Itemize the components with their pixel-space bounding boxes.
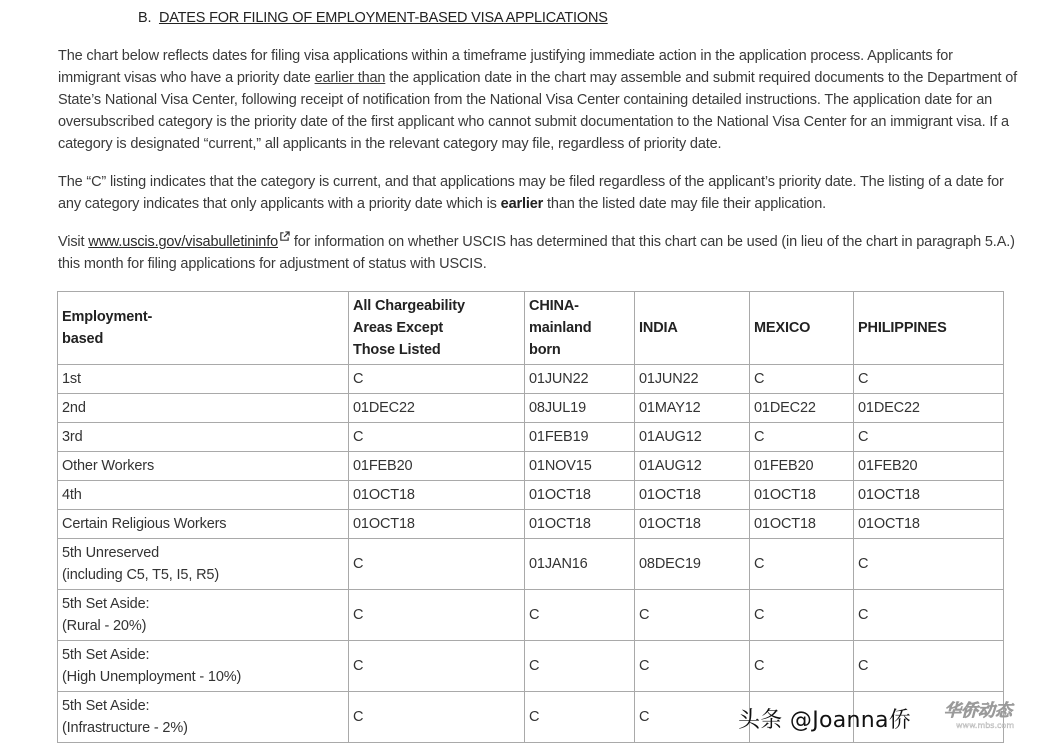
table-header-text: based — [62, 331, 104, 347]
date-cell: 01JAN16 — [525, 539, 635, 590]
date-cell: 01FEB19 — [525, 423, 635, 452]
visa-dates-table — [57, 291, 1004, 743]
category-cell — [58, 692, 349, 743]
category-text: (including C5, T5, I5, R5) — [62, 567, 220, 583]
date-cell: 01NOV15 — [525, 452, 635, 481]
date-cell: 01DEC22 — [349, 394, 525, 423]
category-text: 5th Set Aside: — [62, 596, 150, 612]
table-row — [58, 481, 1004, 510]
date-cell: 01OCT18 — [349, 510, 525, 539]
category-text: (High Unemployment - 10%) — [62, 669, 242, 685]
date-cell: C — [349, 423, 525, 452]
category-cell — [58, 590, 349, 641]
table-row — [58, 590, 1004, 641]
external-link-icon[interactable] — [279, 231, 290, 242]
category-text: Certain Religious Workers — [62, 516, 227, 532]
category-text: (Rural - 20%) — [62, 618, 147, 634]
table-header-text: Those Listed — [353, 342, 441, 358]
current-listing-paragraph — [58, 171, 1018, 215]
date-cell: 08DEC19 — [635, 539, 750, 590]
date-cell: C — [349, 641, 525, 692]
date-cell: 01FEB20 — [349, 452, 525, 481]
current-listing-part2: than the listed date may file their application. — [543, 196, 826, 212]
table-header-cell — [635, 292, 750, 365]
table-row — [58, 539, 1004, 590]
date-cell: 01DEC22 — [854, 394, 1004, 423]
section-heading-prefix: B. — [138, 10, 159, 26]
table-header-row — [58, 292, 1004, 365]
date-cell: C — [349, 692, 525, 743]
table-header-text: born — [529, 342, 561, 358]
date-cell: C — [349, 539, 525, 590]
table-header-text: PHILIPPINES — [858, 320, 947, 336]
table-header-cell — [750, 292, 854, 365]
current-listing-part1: The “C” listing indicates that the category is current, and that applications may be filed regardless of the applicant’s priority date. The listing of a date for any category indicates that only applicants with a priority date which is — [58, 174, 1004, 212]
date-cell: C — [750, 590, 854, 641]
current-listing-bold: earlier — [500, 196, 544, 212]
date-cell: C — [750, 365, 854, 394]
table-header-text: Employment- — [62, 309, 153, 325]
category-text: 4th — [62, 487, 82, 503]
table-header-text: INDIA — [639, 320, 678, 336]
date-cell: 01OCT18 — [525, 510, 635, 539]
uscis-paragraph-prefix: Visit — [58, 234, 89, 250]
date-cell: C — [349, 590, 525, 641]
date-cell: 01AUG12 — [635, 423, 750, 452]
date-cell: 01AUG12 — [635, 452, 750, 481]
date-cell: 01OCT18 — [349, 481, 525, 510]
category-text: 3rd — [62, 429, 83, 445]
date-cell: C — [635, 692, 750, 743]
category-text: 5th Unreserved — [62, 545, 160, 561]
category-cell — [58, 423, 349, 452]
category-cell — [58, 452, 349, 481]
table-header-cell — [349, 292, 525, 365]
watermark-text: 头条 @Joanna侨 — [738, 708, 912, 733]
date-cell: 01JUN22 — [635, 365, 750, 394]
table-body — [58, 365, 1004, 743]
section-heading-title: DATES FOR FILING OF EMPLOYMENT-BASED VISA APPLICATIONS — [158, 10, 608, 26]
table-header-cell — [854, 292, 1004, 365]
date-cell: C — [349, 365, 525, 394]
date-cell: C — [854, 365, 1004, 394]
date-cell: 01OCT18 — [750, 510, 854, 539]
table-header-text: Areas Except — [353, 320, 444, 336]
date-cell: 01OCT18 — [635, 510, 750, 539]
category-text: 1st — [62, 371, 81, 387]
table-row — [58, 452, 1004, 481]
table-row — [58, 423, 1004, 452]
date-cell: 01FEB20 — [750, 452, 854, 481]
category-text: (Infrastructure - 2%) — [62, 720, 188, 736]
category-cell — [58, 365, 349, 394]
date-cell: 01FEB20 — [854, 452, 1004, 481]
date-cell: C — [854, 590, 1004, 641]
category-cell — [58, 481, 349, 510]
svg-text:www.mbs.com: www.mbs.com — [956, 721, 1015, 730]
intro-paragraph-part1: The chart below reflects dates for filing visa applications within a timeframe justifying immediate action in the application process. Applicants for immigrant visas who have a priority date — [58, 48, 953, 86]
uscis-link[interactable]: www.uscis.gov/visabulletininfo — [88, 234, 278, 250]
date-cell: C — [854, 423, 1004, 452]
date-cell: 08JUL19 — [525, 394, 635, 423]
date-cell: C — [750, 539, 854, 590]
date-cell: C — [635, 641, 750, 692]
table-row — [58, 641, 1004, 692]
uscis-paragraph-suffix: for information on whether USCIS has determined that this chart can be used (in lieu of the chart in paragraph 5.A.) this month for filing applications for adjustment of status with USCIS. — [58, 234, 1015, 272]
date-cell: C — [750, 423, 854, 452]
category-cell — [58, 539, 349, 590]
date-cell: 01DEC22 — [750, 394, 854, 423]
intro-paragraph-underlined: earlier than — [314, 70, 386, 86]
svg-text:华侨动态: 华侨动态 — [944, 701, 1012, 721]
table-header-cell — [525, 292, 635, 365]
table-header-text: MEXICO — [754, 320, 811, 336]
category-text: 5th Set Aside: — [62, 698, 150, 714]
table-header-text: mainland — [529, 320, 592, 336]
table-header-cell — [58, 292, 349, 365]
date-cell: 01OCT18 — [854, 510, 1004, 539]
date-cell: 01OCT18 — [635, 481, 750, 510]
table-row — [58, 365, 1004, 394]
table-row — [58, 394, 1004, 423]
category-text: Other Workers — [62, 458, 155, 474]
table-header-text: All Chargeability — [353, 298, 465, 314]
category-text: 2nd — [62, 400, 86, 416]
date-cell: C — [525, 641, 635, 692]
date-cell: C — [635, 590, 750, 641]
date-cell: C — [750, 641, 854, 692]
intro-paragraph-part2: the application date in the chart may assemble and submit required documents to the Department of State’s National Visa Center, following receipt of notification from the National Visa Center containing detailed instructions. The application date for an oversubscribed category is the priority date of the first applicant who cannot submit documentation to the National Visa Center for an immigrant visa. If a category is designated “current,” all applicants in the relevant category may file, regardless of priority date. — [58, 70, 1018, 152]
table-row — [58, 510, 1004, 539]
date-cell: C — [854, 641, 1004, 692]
date-cell: C — [525, 590, 635, 641]
section-heading — [138, 10, 608, 26]
intro-paragraph — [58, 45, 1018, 155]
uscis-paragraph — [58, 231, 1018, 275]
category-cell — [58, 641, 349, 692]
date-cell: 01OCT18 — [854, 481, 1004, 510]
date-cell: 01OCT18 — [525, 481, 635, 510]
category-text: 5th Set Aside: — [62, 647, 150, 663]
date-cell: C — [854, 539, 1004, 590]
date-cell: 01JUN22 — [525, 365, 635, 394]
date-cell: 01OCT18 — [750, 481, 854, 510]
table-header-text: CHINA- — [529, 298, 579, 314]
date-cell: 01MAY12 — [635, 394, 750, 423]
category-cell — [58, 510, 349, 539]
category-cell — [58, 394, 349, 423]
watermark-logo — [940, 694, 1040, 734]
date-cell: C — [525, 692, 635, 743]
